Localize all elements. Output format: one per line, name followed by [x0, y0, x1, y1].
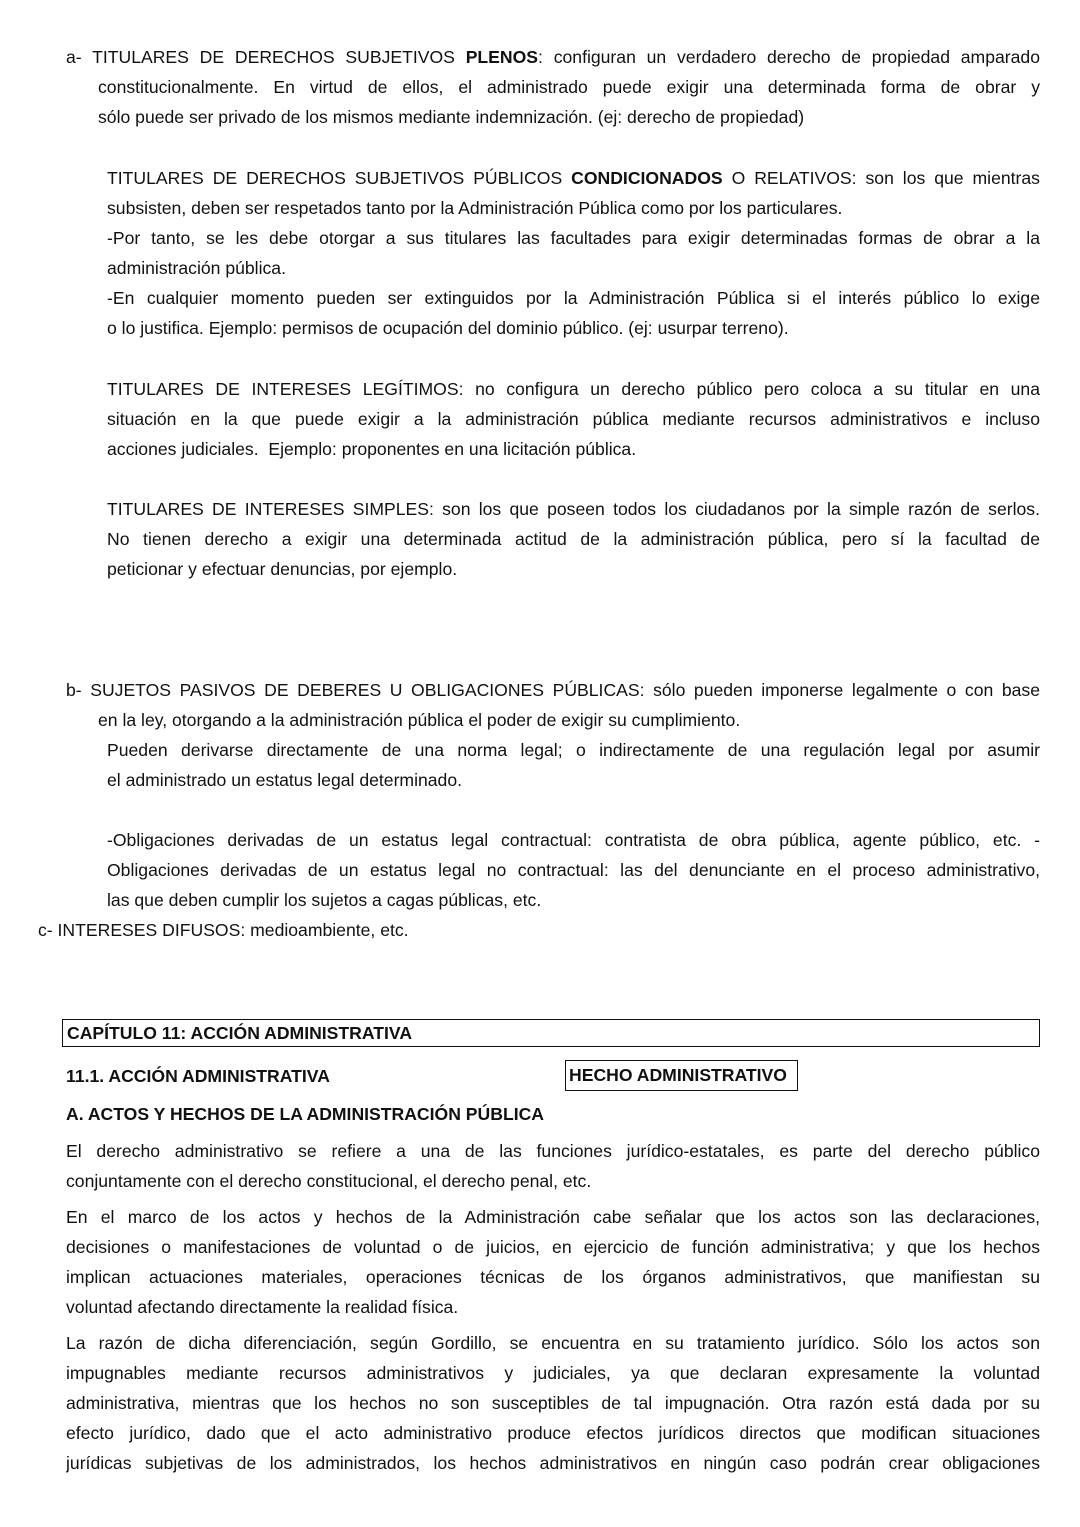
section-c-line-1: c- INTERESES DIFUSOS: medioambiente, etc.: [38, 920, 409, 940]
legitimos-line-2: situación en la que puede exigir a la administración pública mediante recursos administrativos e incluso: [107, 409, 1040, 429]
obligaciones-line-1: -Obligaciones derivadas de un estatus legal contractual: contratista de obra pública, agente público, etc. -: [107, 830, 1040, 850]
paragraph-2-line-3: implican actuaciones materiales, operaciones técnicas de los órganos administrativos, que manifiestan su: [66, 1267, 1040, 1287]
section-a-bold-term: PLENOS: [465, 47, 539, 67]
simples-line-2: No tienen derecho a exigir una determinada actitud de la administración pública, pero sí la facultad de: [107, 529, 1040, 549]
condicionados-bold-term: CONDICIONADOS: [571, 168, 723, 188]
condicionados-line-2: subsisten, deben ser respetados tanto por la Administración Pública como por los particulares.: [107, 198, 843, 218]
paragraph-2-line-1: En el marco de los actos y hechos de la Administración cabe señalar que los actos son las declaraciones,: [66, 1207, 1040, 1227]
paragraph-2: [66, 1202, 1040, 1322]
section-b-paragraph: [66, 675, 1040, 795]
section-a-line-3: sólo puede ser privado de los mismos mediante indemnización. (ej: derecho de propiedad): [98, 107, 805, 127]
paragraph-3-line-5: jurídicas subjetivas de los administrados, los hechos administrativos en ningún caso podrán crear obligaciones: [66, 1453, 1040, 1473]
obligaciones-line-2: Obligaciones derivadas de un estatus legal no contractual: las del denunciante en el proceso administrativo,: [107, 860, 1040, 880]
paragraph-3: [66, 1328, 1040, 1478]
paragraph-2-line-2: decisiones o manifestaciones de voluntad o de juicios, en ejercicio de función administrativa; y que los hechos: [66, 1237, 1040, 1257]
subsection-title: A. ACTOS Y HECHOS DE LA ADMINISTRACIÓN PÚBLICA: [66, 1104, 544, 1124]
section-b-line-1: b- SUJETOS PASIVOS DE DEBERES U OBLIGACIONES PÚBLICAS: sólo pueden imponerse legalmente o con base: [66, 680, 1040, 700]
paragraph-2-line-4: voluntad afectando directamente la realidad física.: [66, 1297, 459, 1317]
paragraph-1: [66, 1136, 1040, 1196]
simples-line-1: TITULARES DE INTERESES SIMPLES: son los que poseen todos los ciudadanos por la simple razón de serlos.: [107, 499, 1040, 519]
paragraph-3-line-3: administrativa, mientras que los hechos no son susceptibles de tal impugnación. Otra razón está dada por su: [66, 1393, 1040, 1413]
section-a-lead: a- TITULARES DE DERECHOS SUBJETIVOS: [66, 47, 466, 67]
section-c-paragraph: [38, 915, 1038, 945]
condicionados-line-5: -En cualquier momento pueden ser extinguidos por la Administración Pública si el interés público lo exige: [107, 288, 1040, 308]
paragraph-3-line-1: La razón de dicha diferenciación, según Gordillo, se encuentra en su tratamiento jurídico. Sólo los actos son: [66, 1333, 1040, 1353]
chapter-heading-box: [62, 1019, 1040, 1047]
obligaciones-paragraph: [107, 825, 1040, 915]
paragraph-1-line-1: El derecho administrativo se refiere a una de las funciones jurídico-estatales, es parte del derecho público: [66, 1141, 1040, 1161]
condicionados-line-3: -Por tanto, se les debe otorgar a sus titulares las facultades para exigir determinadas formas de obrar a la: [107, 228, 1040, 248]
simples-line-3: peticionar y efectuar denuncias, por ejemplo.: [107, 559, 458, 579]
section-b-line-3: Pueden derivarse directamente de una norma legal; o indirectamente de una regulación legal por asumir: [107, 740, 1040, 760]
section-a-paragraph: [66, 42, 1040, 132]
condicionados-paragraph: [107, 163, 1040, 343]
legitimos-line-1: TITULARES DE INTERESES LEGÍTIMOS: no configura un derecho público pero coloca a su titular en una: [107, 379, 1040, 399]
condicionados-lead: TITULARES DE DERECHOS SUBJETIVOS PÚBLICOS: [107, 168, 572, 188]
section-title: 11.1. ACCIÓN ADMINISTRATIVA: [66, 1066, 330, 1086]
condicionados-line-1: [107, 163, 1040, 193]
chapter-title: CAPÍTULO 11: ACCIÓN ADMINISTRATIVA: [67, 1023, 413, 1043]
paragraph-3-line-4: efecto jurídico, dado que el acto administrativo produce efectos jurídicos directos que modifican situaciones: [66, 1423, 1040, 1443]
condicionados-rest: O RELATIVOS: son los que mientras: [722, 168, 1040, 188]
section-a-line-1: [66, 42, 1040, 72]
section-b-line-2: en la ley, otorgando a la administración pública el poder de exigir su cumplimiento.: [98, 710, 741, 730]
simples-paragraph: [107, 494, 1040, 584]
legitimos-line-3: acciones judiciales. Ejemplo: proponentes en una licitación pública.: [107, 439, 637, 459]
section-a-rest: : configuran un verdadero derecho de propiedad amparado: [538, 47, 1040, 67]
hecho-administrativo-box: HECHO ADMINISTRATIVO: [565, 1060, 798, 1091]
obligaciones-line-3: las que deben cumplir los sujetos a cagas públicas, etc.: [107, 890, 542, 910]
paragraph-3-line-2: impugnables mediante recursos administrativos y judiciales, ya que declaran expresamente la voluntad: [66, 1363, 1040, 1383]
condicionados-line-6: o lo justifica. Ejemplo: permisos de ocupación del dominio público. (ej: usurpar terreno).: [107, 318, 789, 338]
condicionados-line-4: administración pública.: [107, 258, 286, 278]
section-a-line-2: constitucionalmente. En virtud de ellos, el administrado puede exigir una determinada forma de obrar y: [98, 77, 1040, 97]
section-b-line-4: el administrado un estatus legal determinado.: [107, 770, 463, 790]
legitimos-paragraph: [107, 374, 1040, 464]
paragraph-1-line-2: conjuntamente con el derecho constitucional, el derecho penal, etc.: [66, 1171, 592, 1191]
